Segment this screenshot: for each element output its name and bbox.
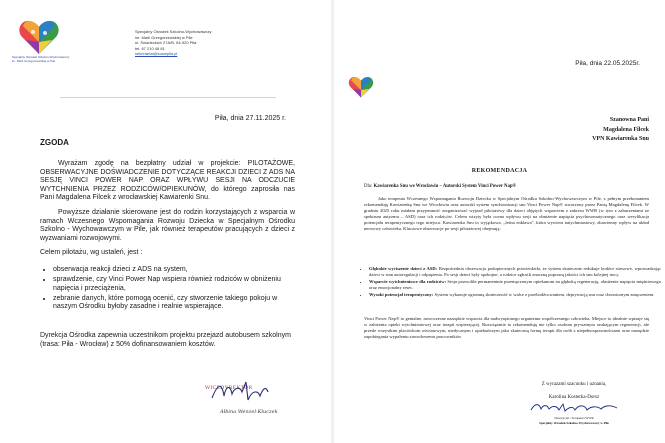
letterhead-line: im. Marii Grzegorzewskiej w Pile xyxy=(135,34,193,40)
signer-name: Ałbina Wenzel-Kluczek xyxy=(220,409,278,415)
logo-caption: Specjalny Ośrodek Szkolno-Wychowawczy im. Marii Grzegorzewskiej w Pile xyxy=(12,55,70,63)
signer-name: Karolina Kosterka-Dorsz xyxy=(548,395,600,400)
conclusion-paragraph: Vinci Power Nap® to genialne, nowoczesne narzędzie wsparcia dla nadwyrężonego organizmu współczesnego człowieka. Miejsce to idealnie wpisuje się w założenia opieki wytchnieniowej oraz terapii wspierającej. Rozwiązanie to rekomenduję nie tylko osobom prywatnym szukającym regeneracji, ale przede wszystkim placówkom oświatowym, medycznym i opiekuńczym jako skuteczną formę terapii dla osób z niepełnosprawnościami oraz narzędzie zapobiegania wypaleniu zawodowemu pracowników xyxy=(364,316,649,339)
addressee-block xyxy=(539,116,649,145)
scope-paragraph: Powyższe działanie skierowane jest do rodzin korzystających z wsparcia w ramach Wczesnego Wspomagania Rozwoju Dziecka w Specjalnym Ośrodku Szkolno - Wychowawczym w Pile, jak również terapeutów pracujących z dzieci z wyzwaniami rozwojowymi. xyxy=(40,209,295,242)
subject-text: Kawiarenka Snu we Wrocławiu – Autorski System Vinci Power Nap® xyxy=(373,184,517,189)
observation-label: Głębokie wyciszenie dzieci z ASD: xyxy=(369,266,438,271)
letterhead xyxy=(135,29,265,57)
addressee-line: Szanowna Pani xyxy=(609,117,649,123)
goals-intro: Celem pilotażu, wg ustaleń, jest : xyxy=(40,249,143,256)
letterhead-line: ul. Śniadeckich 27A/B, 64-920 Piła xyxy=(135,40,197,46)
goal-item: • sprawdzenie, czy Vinci Power Nap wspiera również rodziców w obniżeniu napięcia i przeciążenia, xyxy=(53,276,303,293)
closing-paragraph: Dyrekcja Ośrodka zapewnia uczestnikom projektu przejazd autobusem szkolnym (trasa: Piła - Wrocław) z 50% dofinansowaniem kosztów. xyxy=(40,332,291,348)
observation-item xyxy=(369,279,661,291)
handwritten-signature xyxy=(529,401,619,415)
observations-list xyxy=(358,266,661,300)
observation-text: Bezpośrednia obserwacja podopiecznych potwierdziła, że system skutecznie redukuje bodźce stresowe, wprowadzając dzieci w stan autoregulacji i odprężenia. Po sesji dzieci były spokojne, a rodzice zgłosili znaczną poprawę jakości ich snu kolejnej nocy. xyxy=(369,266,661,277)
stamp-title: WICEDYREKTOR xyxy=(205,385,253,391)
signer-role: Nauczyciel / Terapeuta WWR xyxy=(554,416,594,420)
observation-label: Wsparcie wytchnieniowe dla rodziców: xyxy=(369,279,447,285)
document-date: Piła, dnia 22.05.2025r. xyxy=(575,60,640,67)
goal-item: • obserwacja reakcji dzieci z ADS na system, xyxy=(53,266,303,275)
school-heart-logo xyxy=(18,18,60,56)
letterhead-line: tel. 67 210 48 81 xyxy=(135,45,165,51)
consent-paragraph: Wyrażam zgodę na bezpłatny udział w projekcie: PILOTAŻOWE, OBSERWACYJNE DOŚWIADCZENIE DOTYCZĄCE REAKCJI DZIECI Z ADS NA SESJĘ VINCI POWER NAP ORAZ WPŁYWU SESJI NA ODCZUCIE WYTCHNIENIA PRZEZ RODZICÓW/OPIEKUNÓW, do którego zaprosiła nas Pani Magdalena Filcek z wrocławskiej Kawiarenki Snu. xyxy=(40,160,295,202)
observation-text: Sesja pozwoliła permanentnie przemęczonym opiekunom na głęboką regenerację, obniżenie napięcia mięśniowego oraz emocjonalny reset. xyxy=(369,279,661,291)
regards-line: Z wyrazami szacunku i uznania, xyxy=(541,382,607,387)
goal-item: • zebranie danych, które pomogą ocenić, czy stworzenie takiego pokoju w naszym Ośrodku byłoby zasadne i realnie wspierające. xyxy=(53,295,303,312)
signer-institution: Specjalny Ośrodek Szkolno-Wychowawczy w Pile xyxy=(539,421,609,425)
observation-label: Wysoki potencjał terapeutyczny: xyxy=(369,292,434,298)
document-title: ZGODA xyxy=(40,138,69,147)
observation-item xyxy=(369,266,661,278)
addressee-line: Magdalena Filcek xyxy=(603,126,649,133)
email-link[interactable]: sekretariat@soswpila.pl xyxy=(135,51,178,57)
subject-line xyxy=(364,184,654,189)
school-heart-logo xyxy=(348,75,374,99)
header-rule xyxy=(60,97,276,98)
observation-item xyxy=(369,292,661,298)
letterhead-line: Specjalny Ośrodek Szkolno-Wychowawczy xyxy=(135,29,212,34)
observation-text: System wykazuje ogromną skuteczność w walce z przebodźcowaniem, deprywacją snu oraz chronicznym zmęczeniem. xyxy=(434,292,655,298)
goals-list xyxy=(40,266,303,313)
recommendation-letter-page xyxy=(334,0,665,443)
recommendation-body: Jako terapeuta Wczesnego Wspomagania Rozwoju Dziecka w Specjalnym Ośrodku Szkolno-Wychowawczym w Pile, z pełnym przekonaniem rekomenduję Kawiarenkę Snu we Wrocławiu oraz autorski system synchronizacji snu Vinci Power Nap® stworzony przez Panią Magdalenę Filcek. W grudniu 2025 roku miałam przyjemność zorganizować wyjazd pilotażowy dla dzieci objętych wsparciem z zakresu WWR (w tym z zaburzeniami ze spektrum autyzmu – ASD) oraz ich rodziców. Celem wizyty była ocena wpływu sesji na obniżenie napięcia psychosomatycznego oraz weryfikacja potencjału terapeutycznego tego miejsca. Kawiarenka Snu to wyjątkowa, „leśna enklawa", która wywiera natychmiastowy, zbawienny wpływ na układ nerwowy człowieka. Kluczowe obserwacje po sesji pilotażowej obejmują: xyxy=(364,196,649,231)
consent-letter-page xyxy=(0,0,331,443)
subject-prefix: Dla: xyxy=(364,184,373,189)
document-date: Piła, dnia 27.11.2025 r. xyxy=(214,115,286,122)
handwritten-signature xyxy=(210,378,270,408)
addressee-line: VPN Kawiarenka Snu xyxy=(592,136,649,142)
document-title: REKOMENDACJA xyxy=(471,168,528,174)
